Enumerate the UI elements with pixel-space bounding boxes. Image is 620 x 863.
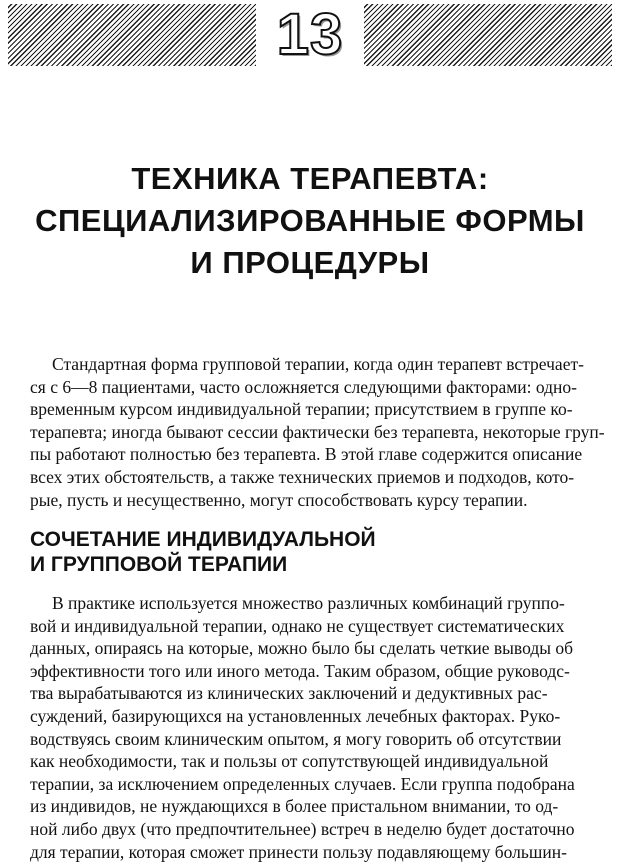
text-line: тва вырабатываются из клинических заключений и дедуктивных рас-	[30, 683, 548, 704]
text-line: терапевта; иногда бывают сессии фактически без терапевта, некоторые груп-	[30, 421, 605, 442]
text-line: терапии, за исключением определенных случаев. Если группа подобрана	[30, 773, 575, 794]
chapter-banner	[8, 4, 612, 66]
text-line: рые, пусть и несущественно, могут способствовать курсу терапии.	[30, 489, 528, 510]
text-line: ной либо двух (что предпочтительнее) встреч в неделю будет достаточно	[30, 818, 575, 839]
chapter-title	[0, 158, 620, 284]
text-line: пы работают полностью без терапевта. В этой главе содержится описание	[30, 444, 583, 465]
text-line: данных, опираясь на которые, можно было бы сделать четкие выводы об	[30, 638, 574, 659]
text-line: водствуясь своим клиническим опытом, я могу говорить об отсутствии	[30, 728, 562, 749]
text-line: суждений, базирующихся на установленных лечебных факторах. Руко-	[30, 705, 561, 726]
text-line: Стандартная форма групповой терапии, когда один терапевт встречает-	[52, 354, 584, 374]
chapter-title-line: СПЕЦИАЛИЗИРОВАННЫЕ ФОРМЫ	[35, 203, 585, 238]
chapter-title-line: И ПРОЦЕДУРЫ	[190, 245, 430, 280]
section-heading-line: И ГРУППОВОЙ ТЕРАПИИ	[30, 553, 288, 576]
text-line: В практике используется множество различных комбинаций группо-	[52, 593, 565, 613]
chapter-title-line: ТЕХНИКА ТЕРАПЕВТА:	[131, 161, 489, 196]
section-heading-line: СОЧЕТАНИЕ ИНДИВИДУАЛЬНОЙ	[30, 528, 376, 551]
section-body-paragraph	[30, 592, 618, 863]
text-line: эффективности того или иного метода. Таким образом, общие руководс-	[30, 660, 570, 681]
intro-paragraph	[30, 353, 606, 511]
text-line: вой и индивидуальной терапии, однако не существует систематических	[30, 615, 565, 636]
banner-hatch-right	[364, 4, 612, 66]
chapter-number: 13	[276, 2, 344, 67]
section-heading	[30, 527, 606, 577]
text-line: всех этих обстоятельств, а также технических приемов и подходов, кото-	[30, 466, 575, 487]
chapter-number-box	[256, 4, 364, 66]
text-line: для терапии, которая сможет принести пользу подавляющему большин-	[30, 841, 567, 862]
text-line: из индивидов, не нуждающихся в более пристальном внимании, то од-	[30, 796, 559, 817]
text-line: ся с 6—8 пациентами, часто осложняется следующими факторами: одно-	[30, 376, 577, 397]
text-line: как необходимости, так и пользы от сопутствующей индивидуальной	[30, 751, 549, 772]
text-line: временным курсом индивидуальной терапии; присутствием в группе ко-	[30, 399, 573, 420]
banner-hatch-left	[8, 4, 256, 66]
